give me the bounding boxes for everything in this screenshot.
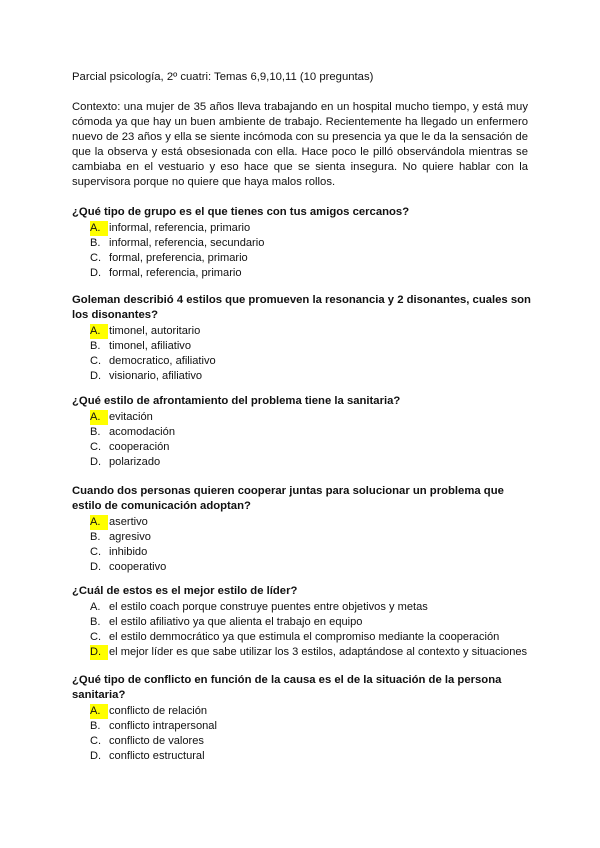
answer-text: conflicto de valores	[109, 735, 204, 748]
answer-text: el estilo demmocrático ya que estimula el compromiso mediante la cooperación	[109, 631, 500, 644]
answer-letter: C.	[90, 252, 102, 265]
answer-letter: B.	[90, 237, 101, 250]
answer-letter-highlighted: A.	[90, 515, 108, 530]
answer-text: visionario, afiliativo	[109, 370, 203, 383]
answer-option	[72, 455, 532, 470]
answer-letter: D.	[90, 456, 102, 469]
question-text: ¿Qué tipo de grupo es el que tienes con tus amigos cercanos?	[72, 206, 410, 218]
question-text: ¿Qué tipo de conflicto en función de la causa es el de la situación de la persona sanitaria?	[72, 674, 502, 701]
question-2	[72, 293, 532, 384]
answer-text: el mejor líder es que sabe utilizar los 3 estilos, adaptándose al contexto y situaciones	[109, 646, 528, 659]
answer-letter: D.	[90, 750, 102, 763]
answer-letter: C.	[90, 631, 102, 644]
answer-option	[72, 354, 532, 369]
answer-letter: B.	[90, 426, 101, 439]
question-text: Cuando dos personas quieren cooperar juntas para solucionar un problema que estilo de comunicación adoptan?	[72, 485, 504, 512]
answer-text: democratico, afiliativo	[109, 355, 216, 368]
answer-option	[72, 251, 532, 266]
answer-letter: C.	[90, 355, 102, 368]
answer-option	[72, 425, 532, 440]
answer-text: timonel, afiliativo	[109, 340, 192, 353]
option-list	[72, 221, 532, 281]
answer-option	[72, 615, 532, 630]
option-list	[72, 600, 532, 660]
answer-option	[72, 600, 532, 615]
answer-text: evitación	[109, 411, 153, 423]
answer-option	[72, 704, 532, 719]
answer-letter-highlighted: A.	[90, 410, 108, 425]
question-1	[72, 205, 532, 281]
answer-option	[72, 515, 532, 530]
answer-option	[72, 560, 532, 575]
answer-letter: C.	[90, 441, 102, 454]
answer-text: cooperativo	[109, 561, 167, 574]
question-6	[72, 673, 532, 764]
answer-letter-highlighted: D.	[90, 645, 108, 660]
answer-option	[72, 236, 532, 251]
context-paragraph: Contexto: una mujer de 35 años lleva trabajando en un hospital mucho tiempo, y está muy cómoda ya que hay un buen ambiente de trabajo. Recientemente ha llegado un enfermero nuevo de 23 años y ella se siente incómoda con su presencia ya que le da la sensación de que la observa y está obsesionada con ella. Hace poco le pilló observándola mientras se cambiaba en el vestuario y eso hace que se sienta insegura. No quiere hablar con la supervisora porque no quiere que haya malos rollos.	[72, 101, 528, 189]
answer-text: formal, preferencia, primario	[109, 252, 248, 265]
question-3	[72, 394, 532, 470]
answer-letter: D.	[90, 561, 102, 574]
answer-option	[72, 545, 532, 560]
answer-text: el estilo coach porque construye puentes entre objetivos y metas	[109, 601, 428, 613]
answer-letter: D.	[90, 267, 102, 280]
answer-option	[72, 749, 532, 764]
answer-letter: C.	[90, 735, 102, 748]
answer-option	[72, 324, 532, 339]
answer-text: conflicto intrapersonal	[109, 720, 217, 733]
question-text: ¿Cuál de estos es el mejor estilo de líder?	[72, 585, 298, 597]
option-list	[72, 704, 532, 764]
answer-option	[72, 339, 532, 354]
question-text: Goleman describió 4 estilos que promueven la resonancia y 2 disonantes, cuales son los disonantes?	[72, 294, 531, 321]
answer-text: polarizado	[109, 456, 161, 469]
answer-text: el estilo afiliativo ya que alienta el trabajo en equipo	[109, 616, 363, 629]
answer-option	[72, 719, 532, 734]
answer-option	[72, 645, 532, 660]
answer-text: agresivo	[109, 531, 151, 544]
question-text: ¿Qué estilo de afrontamiento del problema tiene la sanitaria?	[72, 395, 401, 407]
answer-text: conflicto de relación	[109, 705, 208, 717]
answer-letter: B.	[90, 340, 101, 353]
answer-letter: B.	[90, 531, 101, 544]
answer-text: informal, referencia, primario	[109, 222, 251, 234]
answer-text: formal, referencia, primario	[109, 267, 242, 280]
answer-option	[72, 734, 532, 749]
question-4	[72, 484, 532, 575]
answer-text: acomodación	[109, 426, 175, 439]
answer-letter: C.	[90, 546, 102, 559]
answer-letter: D.	[90, 370, 102, 383]
option-list	[72, 515, 532, 575]
answer-option	[72, 369, 532, 384]
answer-letter: A.	[90, 601, 101, 613]
answer-letter-highlighted: A.	[90, 704, 108, 719]
answer-text: cooperación	[109, 441, 170, 454]
answer-option	[72, 266, 532, 281]
option-list	[72, 410, 532, 470]
answer-letter: B.	[90, 616, 101, 629]
answer-text: informal, referencia, secundario	[109, 237, 265, 250]
answer-option	[72, 630, 532, 645]
answer-text: conflicto estructural	[109, 750, 205, 763]
option-list	[72, 324, 532, 384]
answer-letter-highlighted: A.	[90, 324, 108, 339]
exam-header: Parcial psicología, 2º cuatri: Temas 6,9,10,11 (10 preguntas)	[72, 71, 374, 83]
answer-text: inhibido	[109, 546, 148, 559]
answer-letter: B.	[90, 720, 101, 733]
answer-text: asertivo	[109, 516, 148, 528]
answer-letter-highlighted: A.	[90, 221, 108, 236]
question-5	[72, 584, 532, 660]
answer-option	[72, 530, 532, 545]
answer-option	[72, 410, 532, 425]
answer-option	[72, 221, 532, 236]
answer-option	[72, 440, 532, 455]
answer-text: timonel, autoritario	[109, 325, 201, 337]
